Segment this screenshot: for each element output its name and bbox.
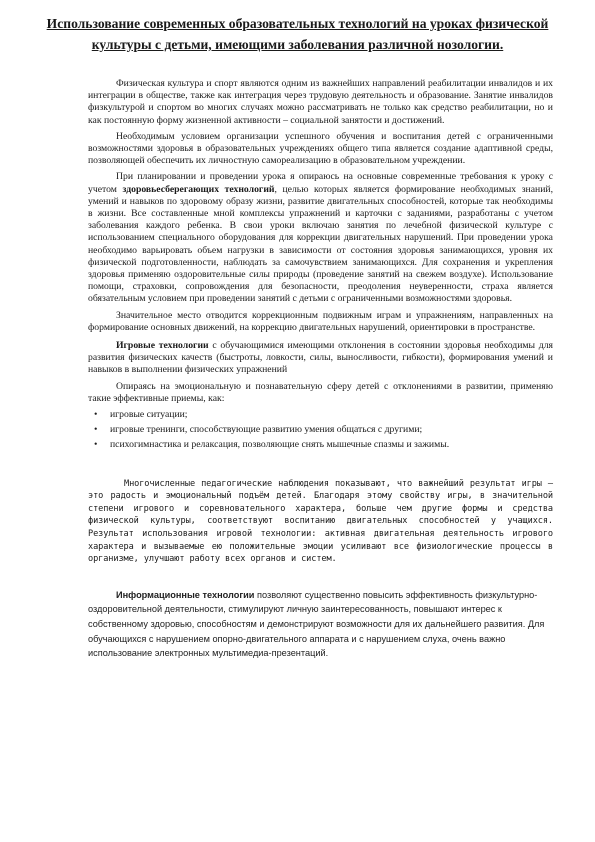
list-item-text: игровые тренинги, способствующие развитию умения общаться с другими; bbox=[110, 424, 423, 436]
bullet-icon: • bbox=[94, 409, 98, 421]
document-body bbox=[88, 78, 553, 661]
bullet-icon: • bbox=[94, 424, 98, 436]
paragraph-pedagogical-observations: Многочисленные педагогические наблюдения показывают, что важнейший результат игры — это радость и эмоциональный подъём детей. Благодаря этому свойству игры, в значительной степени игрового и соревновательного характера, больше чем другие формы и средства физической культуры, соответствуют воспитанию двигательных способностей у учащихся. Результат использования игровой технологии: активная двигательная деятельность игрового характера и вызываемые ею положительные эмоции усиливают все физиологические процессы в организме, улучшают работу всех органов и систем. bbox=[88, 478, 553, 565]
list-item bbox=[88, 424, 553, 436]
document-title: Использование современных образовательных технологий на уроках физической культуры с детьми, имеющими заболевания различной нозологии. bbox=[46, 16, 549, 52]
bold-term-health-saving: здоровьесберегающих технологий bbox=[122, 183, 275, 195]
list-item bbox=[88, 409, 553, 421]
paragraph-text: При планировании и проведении урока я опираюсь на основные современные требования к уроку с учетом bbox=[88, 171, 553, 195]
bullet-icon: • bbox=[94, 439, 98, 451]
paragraph-text: позволяют существенно повысить эффективность физкультурно-оздоровительной деятельности, стимулируют личную заинтересованность, повышают интерес к собственному здоровью, способностям и демонстрируют возможности для их дальнейшего развития. Для обучающихся с нарушением опорно-двигательного аппарата и с нарушением слуха, очень важно использование электронных мультимедиа-презентаций. bbox=[88, 589, 545, 659]
bold-term-information-technologies: Информационные технологии bbox=[116, 589, 255, 600]
list-item-text: психогимнастика и релаксация, позволяющие снять мышечные спазмы и зажимы. bbox=[110, 439, 450, 451]
paragraph-health-technologies bbox=[88, 171, 553, 305]
paragraph-rehabilitation: Физическая культура и спорт являются одним из важнейших направлений реабилитации инвалидов и их интеграции в обществе, также как интеграция через трудовую деятельность и образование. Занятие инвалидов физкультурой и спортом во многих случаях можно рассматривать не только как средство реабилитации, но и как постоянную форму жизненной активности – социальной занятости и достижений. bbox=[88, 78, 553, 126]
paragraph-effective-techniques: Опираясь на эмоциональную и познавательную сферу детей с отклонениями в развитии, применяю такие эффективные приемы, как: bbox=[88, 380, 553, 404]
techniques-list bbox=[88, 409, 553, 452]
paragraph-information-technologies bbox=[88, 588, 553, 661]
list-item bbox=[88, 439, 553, 451]
paragraph-adaptive-environment: Необходимым условием организации успешного обучения и воспитания детей с ограниченными возможностями здоровья в образовательных учреждениях общего типа является создание адаптивной среды, позволяющей обеспечить их личностную самореализацию в образовательном учреждении. bbox=[88, 130, 553, 167]
bold-term-game-technologies: Игровые технологии bbox=[116, 340, 209, 352]
paragraph-text: , целью которых является формирование необходимых знаний, умений и навыков по здоровому образу жизни, развитие двигательных способностей, которые так необходимы в жизни. Все составленные мной комплексы упражнений и карточки с заданиями, разработаны с учетом заболевания каждого ребенка. В свои уроки включаю занятия по лечебной физической культуре с использованием специального оборудования для коррекции двигательных нарушений. При проведении урока необходимо варьировать объем нагрузки в зависимости от состояния здоровья занимающихся, уровня их физической подготовленности, наблюдать за самочувствием занимающихся. Для сохранения и укрепления здоровья применяю оздоровительные силы природы (проведение занятий на свежем воздухе). Использование помощи, страховки, сопровождения для безопасности, преодоления неуверенности, страха является обязательным условием при проведении занятий с детьми с ограниченными возможностями здоровья. bbox=[88, 183, 553, 305]
paragraph-text: с обучающимися имеющими отклонения в состоянии здоровья необходимы для развития физических качеств (быстроты, ловкости, силы, выносливости, гибкости), формирования умений и навыков в выполнении физических упражнений bbox=[88, 340, 553, 376]
paragraph-corrective-games: Значительное место отводится коррекционным подвижным играм и упражнениям, направленных на формирование основных движений, на коррекцию двигательных нарушений, ориентировки в пространстве. bbox=[88, 309, 553, 333]
list-item-text: игровые ситуации; bbox=[110, 409, 188, 421]
paragraph-game-technologies bbox=[88, 340, 553, 377]
